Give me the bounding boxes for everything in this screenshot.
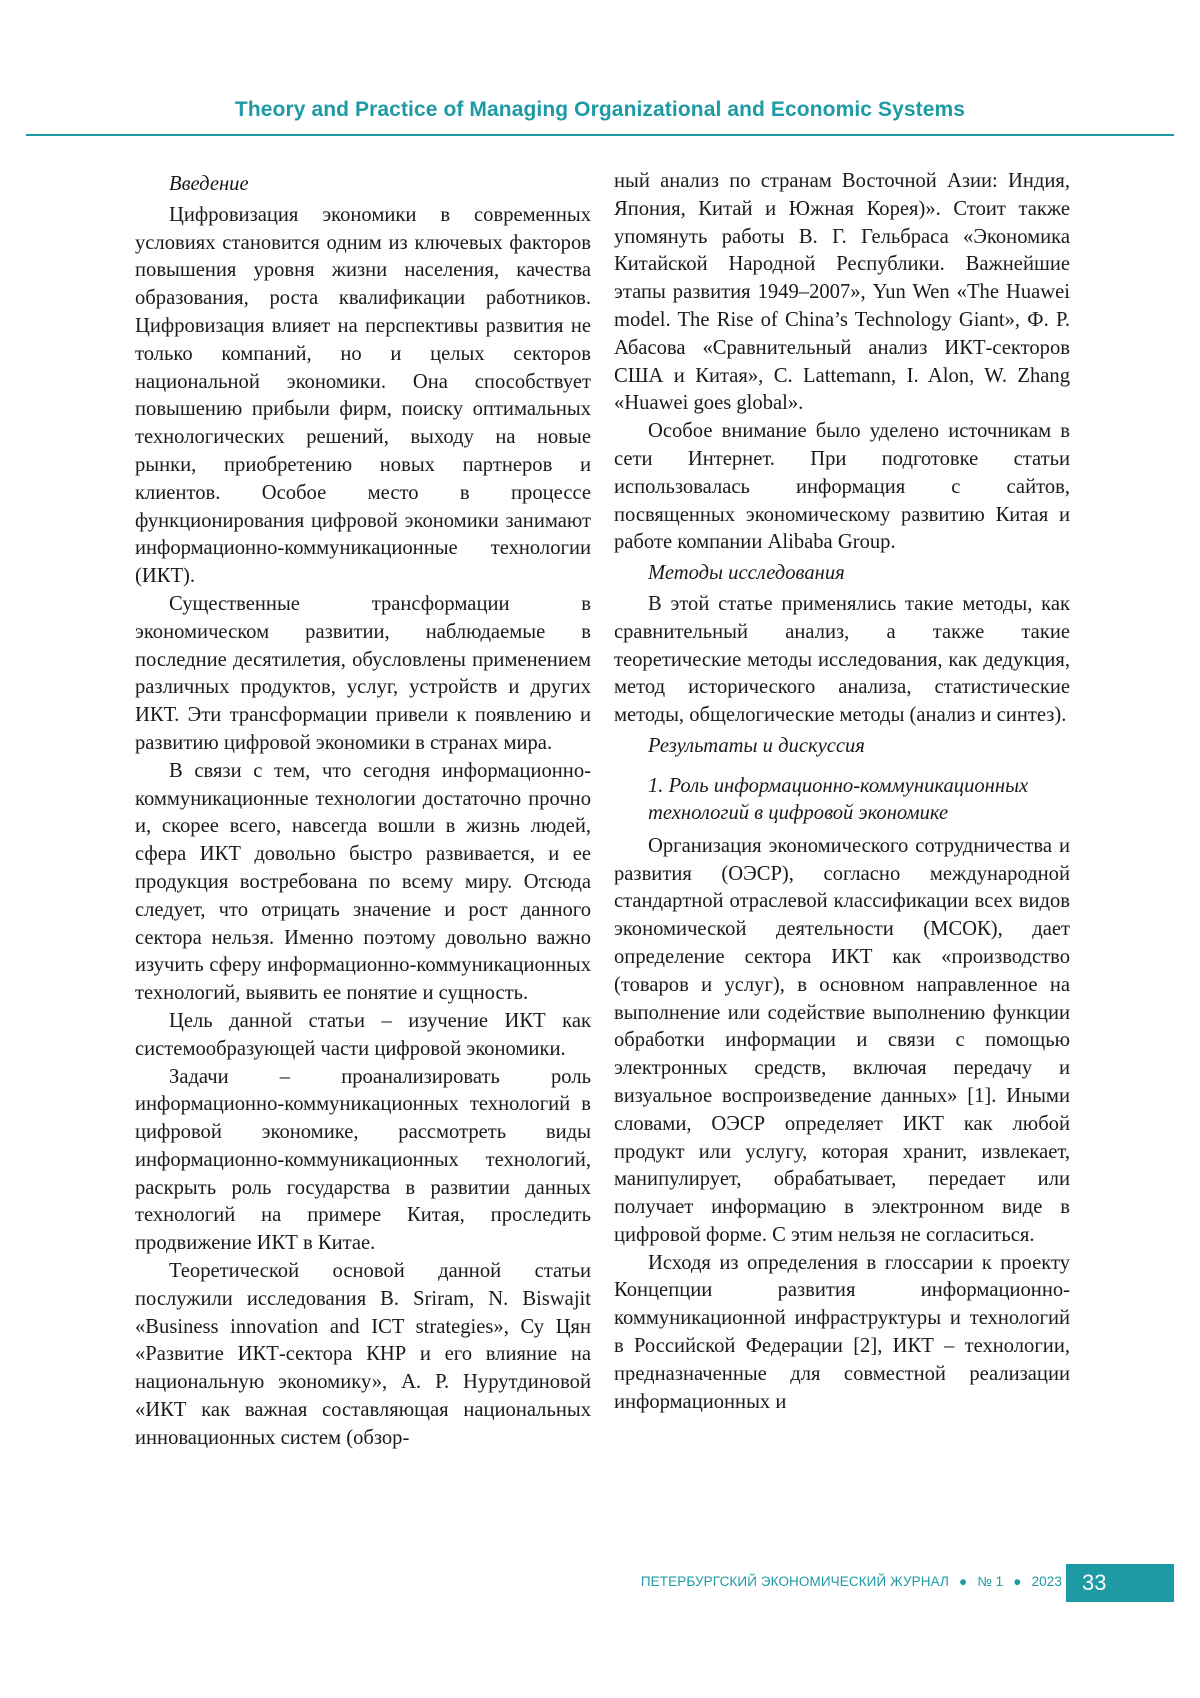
paragraph-theoretical-basis-continued: ный анализ по странам Восточной Азии: Индия, Япония, Китай и Южная Корея)». Стоит также упомянуть работы В. Г. Гельбраса «Экономика Китайской Народной Республики. Важнейшие этапы развития 1949–2007», Yun Wen «The Huawei model. The Rise of China’s Technology Giant», Ф. Р. Абасова «Сравнительный анализ ИКТ-секторов США и Китая», C. Lattemann, I. Alon, W. Zhang «Huawei goes global».	[614, 170, 1070, 415]
paragraph-digitalization: Цифровизация экономики в современных условиях становится одним из ключевых факторов повышения уровня жизни населения, качества образования, роста квалификации работников. Цифровизация влияет на перспективы развития не только компаний, но и целых секторов национальной экономики. Она способствует повышению прибыли фирм, поиску оптимальных технологических решений, выходу на новые рынки, приобретению новых партнеров и клиентов. Особое место в процессе функционирования цифровой экономики занимают информационно-коммуникационные технологии (ИКТ).	[135, 203, 591, 588]
paragraph-glossary-definition: Исходя из определения в глоссарии к проекту Концепции развития информационно-коммуникационной инфраструктуры и технологий в Российской Федерации [2], ИКТ – технологии, предназначенные для совместной реализации информационных и	[614, 1251, 1070, 1413]
paragraph-transformations: Существенные трансформации в экономическом развитии, наблюдаемые в последние десятилетия, обусловлены применением различных продуктов, услуг, устройств и других ИКТ. Эти трансформации привели к появлению и развитию цифровой экономики в странах мира.	[135, 592, 591, 754]
paragraph-goal: Цель данной статьи – изучение ИКТ как системообразующей части цифровой экономики.	[135, 1009, 591, 1060]
footer-issue: № 1	[977, 1574, 1004, 1589]
paragraph-ict-importance: В связи с тем, что сегодня информационно-коммуникационные технологии достаточно прочно и, скорее всего, навсегда вошли в жизнь людей, сфера ИКТ довольно быстро развивается, и ее продукция востребована по всему миру. Отсюда следует, что отрицать значение и рост данного сектора нельзя. Именно поэтому довольно важно изучить сферу информационно-коммуникационных технологий, выявить ее понятие и сущность.	[135, 759, 591, 1005]
header-divider	[26, 134, 1174, 136]
page-footer	[500, 1564, 1174, 1602]
section-heading-methods: Методы исследования	[648, 562, 845, 585]
section-heading-results: Результаты и дискуссия	[648, 734, 865, 757]
paragraph-internet-sources: Особое внимание было уделено источникам в сети Интернет. При подготовке статьи использовалась информация с сайтов, посвященных экономическому развитию Китая и работе компании Alibaba Group.	[614, 420, 1070, 554]
footer-journal-name: ПЕТЕРБУРГСКИЙ ЭКОНОМИЧЕСКИЙ ЖУРНАЛ	[640, 1574, 949, 1589]
footer-year: 2023	[1031, 1574, 1062, 1589]
paragraph-theoretical-basis: Теоретической основой данной статьи послужили исследования B. Sriram, N. Biswajit «Business innovation and ICT strategies», Су Цян «Развитие ИКТ-сектора КНР и его влияние на национальную экономику», А. Р. Нурутдиновой «ИКТ как важная составляющая национальных инновационных систем (обзор-	[135, 1260, 591, 1449]
running-header-title: Theory and Practice of Managing Organizational and Economic Systems	[234, 98, 966, 121]
paragraph-methods: В этой статье применялись такие методы, как сравнительный анализ, а также такие теоретические методы исследования, как дедукция, метод исторического анализа, статистические методы, общелогические методы (анализ и синтез).	[614, 592, 1070, 727]
left-column	[135, 168, 591, 1453]
right-column	[614, 168, 1070, 1416]
footer-journal-info	[641, 1574, 1062, 1589]
bullet-dot-icon: ●	[1013, 1574, 1022, 1589]
paragraph-tasks: Задачи – проанализировать роль информационно-коммуникационных технологий в цифровой экономике, рассмотреть виды информационно-коммуникационных технологий, раскрыть роль государства в развитии данных технологий на примере Китая, проследить продвижение ИКТ в Китае.	[135, 1065, 591, 1255]
bullet-dot-icon: ●	[958, 1574, 968, 1589]
paragraph-oecd-definition: Организация экономического сотрудничества и развития (ОЭСР), согласно международной стандартной отраслевой классификации всех видов экономической деятельности (МСОК), дает определение сектора ИКТ как «производство (товаров и услуг), в основном направленное на выполнение или содействие выполнению функции обработки информации и связи с помощью электронных средств, включая передачу и визуальное воспроизведение данных» [1]. Иными словами, ОЭСР определяет ИКТ как любой продукт или услугу, которая хранит, извлекает, манипулирует, обрабатывает, передает или получает информацию в электронном виде в цифровой форме. С этим нельзя не согласиться.	[614, 834, 1070, 1246]
subsection-heading-ict-role: 1. Роль информационно-коммуникационных технологий в цифровой экономике	[648, 774, 1029, 824]
section-heading-introduction: Введение	[169, 173, 249, 195]
page-number: 33	[1066, 1564, 1174, 1602]
